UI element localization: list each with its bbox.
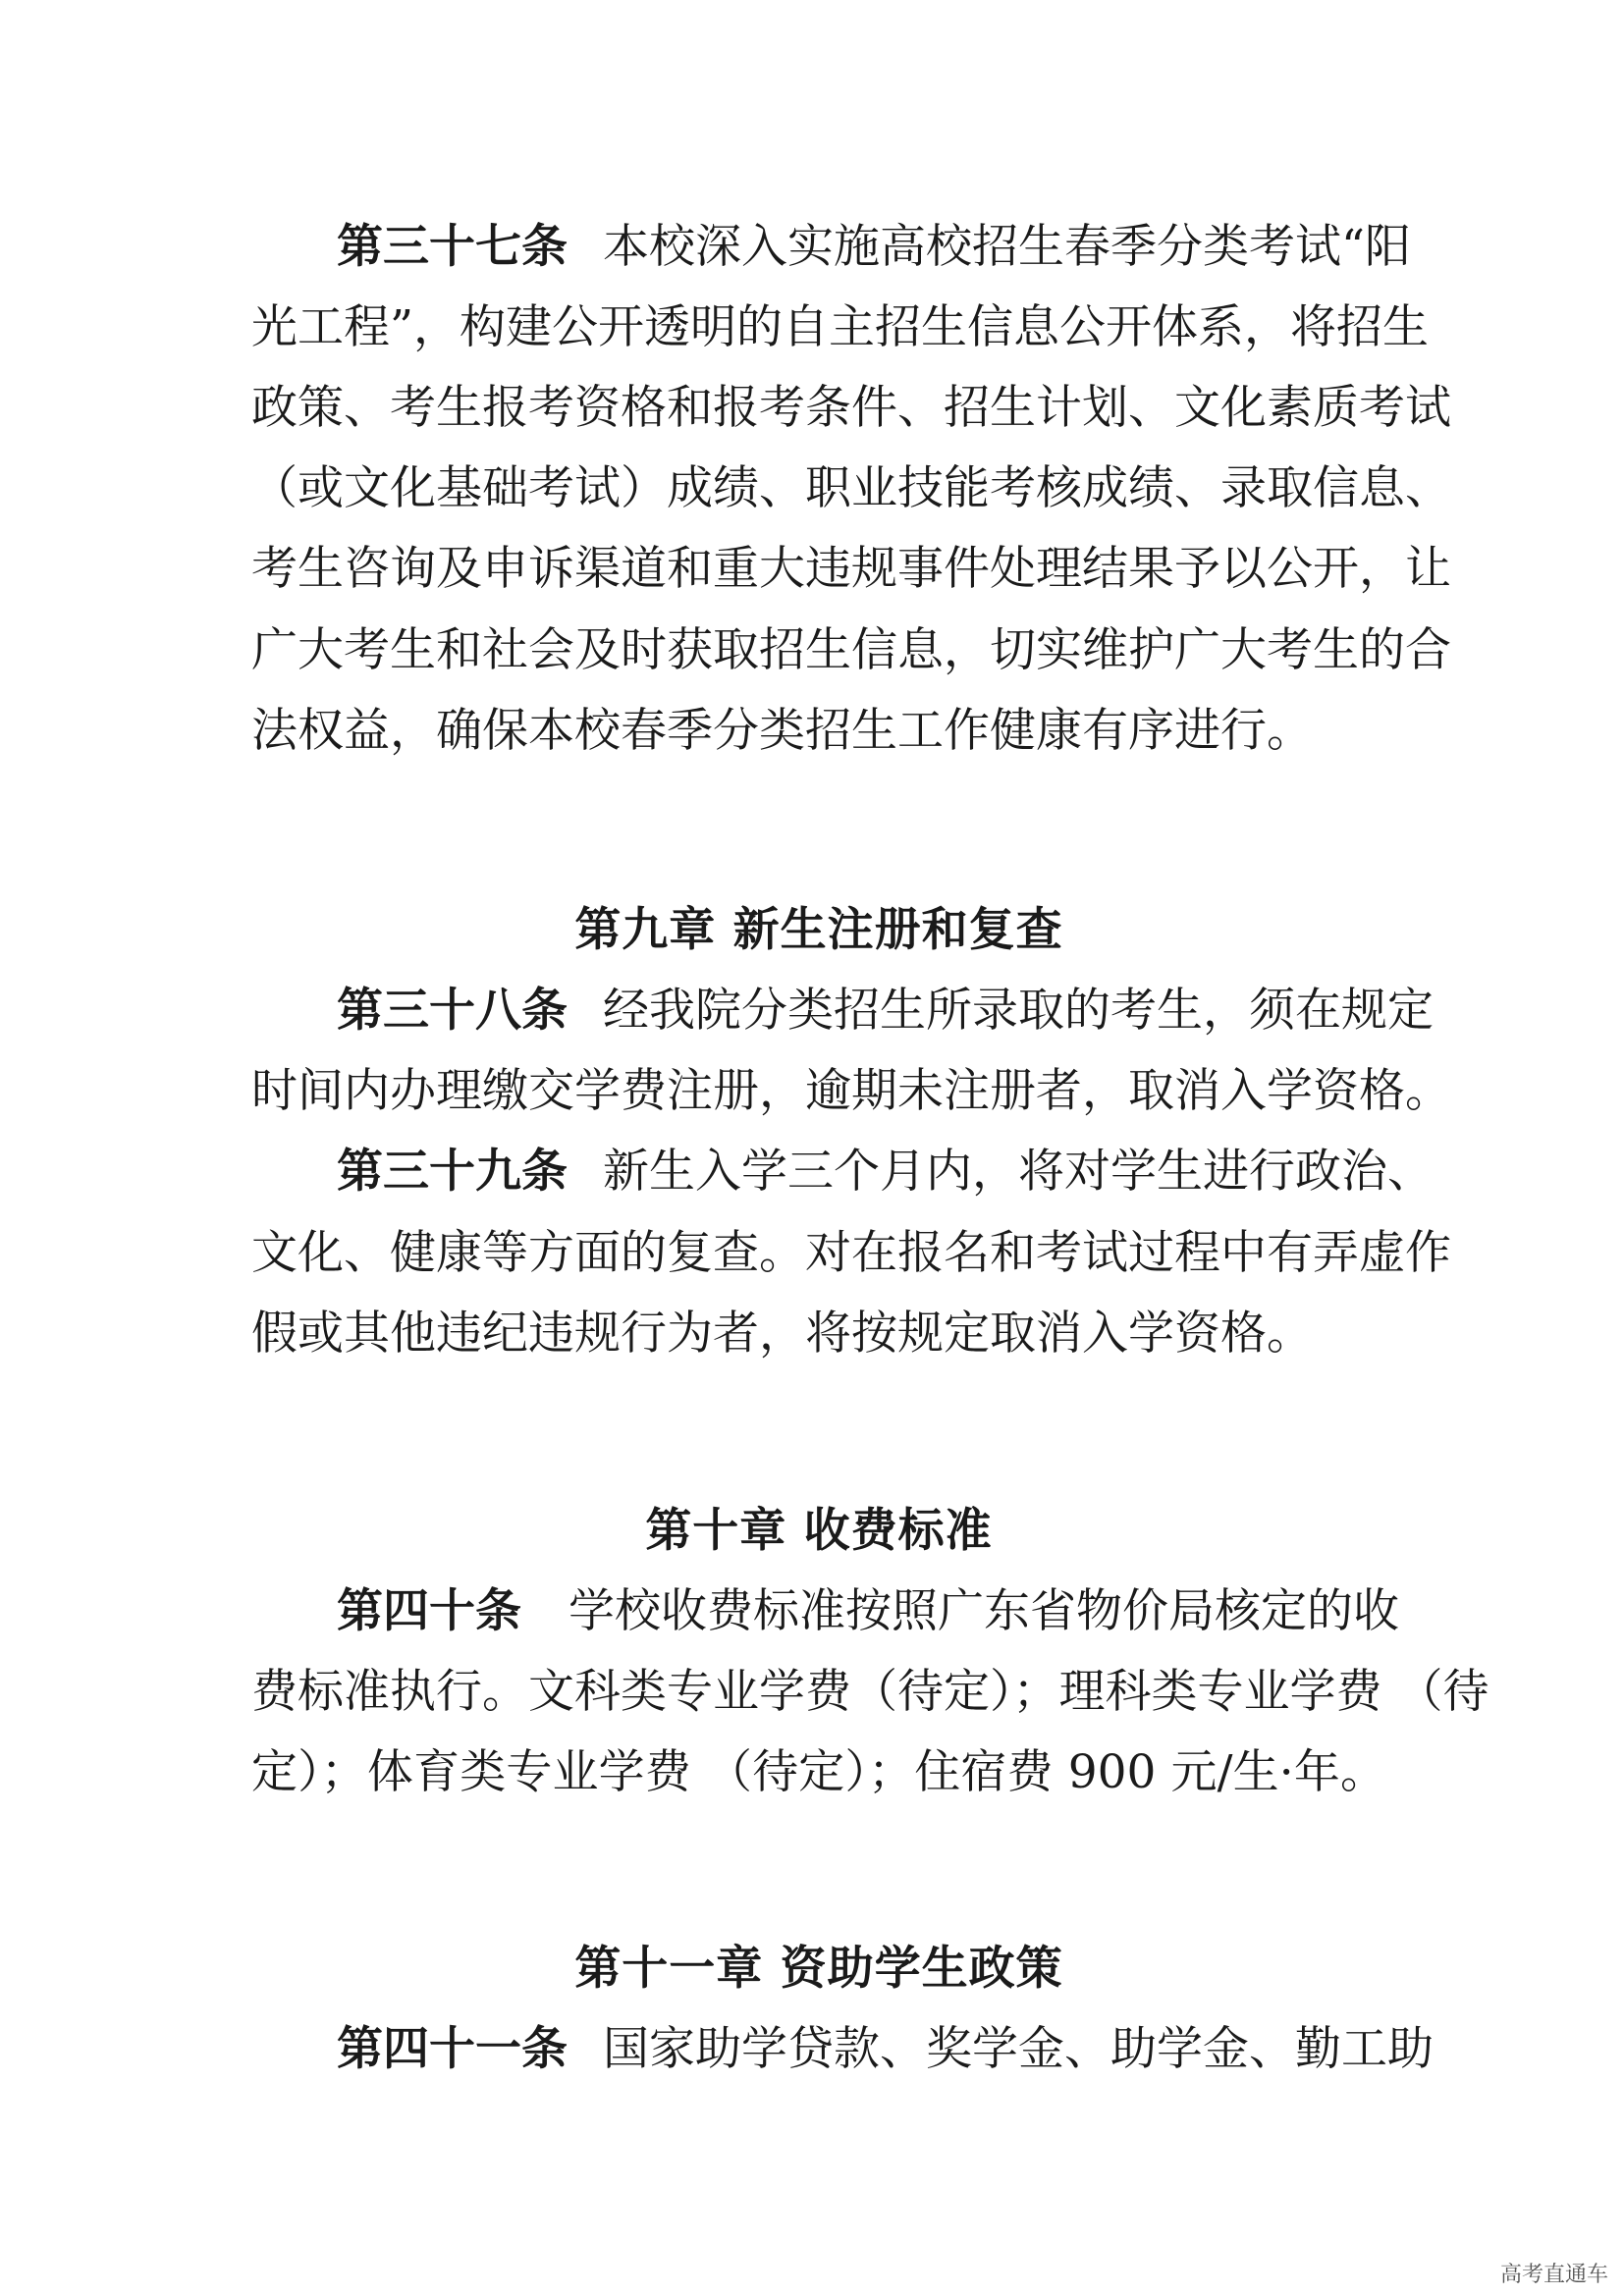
article-37-line-7: 法权益，确保本校春季分类招生工作健康有序进行。	[251, 704, 1313, 758]
article-39-line-3: 假或其他违纪违规行为者，将按规定取消入学资格。	[251, 1307, 1313, 1361]
article-37-label: 第三十七条	[337, 220, 568, 274]
article-37-line-4: （或文化基础考试）成绩、职业技能考核成绩、录取信息、	[251, 461, 1451, 515]
article-37-line-5: 考生咨询及申诉渠道和重大违规事件处理结果予以公开，让	[251, 542, 1451, 596]
article-41-line-1	[337, 2020, 1434, 2079]
article-37-text-1: 本校深入实施高校招生春季分类考试“阳	[603, 220, 1412, 274]
watermark-text: 高考直通车	[1499, 2263, 1608, 2287]
article-39-text-1: 新生入学三个月内，将对学生进行政治、	[603, 1145, 1434, 1199]
article-40-line-1	[337, 1582, 1399, 1641]
article-41-label: 第四十一条	[337, 2022, 568, 2076]
article-38-line-1	[337, 982, 1434, 1041]
article-38-text-1: 经我院分类招生所录取的考生，须在规定	[603, 984, 1434, 1038]
article-40-line-2: 费标准执行。文科类专业学费（待定）；理科类专业学费 （待	[251, 1665, 1489, 1719]
article-37-line-6: 广大考生和社会及时获取招生信息，切实维护广大考生的合	[251, 623, 1451, 677]
article-41-text-1: 国家助学贷款、奖学金、助学金、勤工助	[603, 2022, 1434, 2076]
article-37-line-2: 光工程”，构建公开透明的自主招生信息公开体系，将招生	[251, 300, 1430, 354]
article-40-text-1: 学校收费标准按照广东省物价局核定的收	[568, 1584, 1399, 1638]
article-40-label: 第四十条	[337, 1584, 521, 1638]
article-37-line-1	[337, 218, 1412, 277]
article-39-label: 第三十九条	[337, 1145, 568, 1199]
chapter-9-heading: 第九章 新生注册和复查	[574, 903, 1063, 957]
article-37-line-3: 政策、考生报考资格和报考条件、招生计划、文化素质考试	[251, 381, 1451, 435]
chapter-11-heading: 第十一章 资助学生政策	[574, 1942, 1063, 1996]
article-38-label: 第三十八条	[337, 984, 568, 1038]
article-39-line-1	[337, 1143, 1434, 1201]
article-39-line-2: 文化、健康等方面的复查。对在报名和考试过程中有弄虚作	[251, 1226, 1451, 1280]
chapter-10-heading: 第十章 收费标准	[645, 1504, 993, 1558]
article-38-line-2: 时间内办理缴交学费注册，逾期未注册者，取消入学资格。	[251, 1064, 1451, 1118]
article-40-line-3: 定）；体育类专业学费 （待定）；住宿费 900 元/生·年。	[251, 1745, 1386, 1799]
